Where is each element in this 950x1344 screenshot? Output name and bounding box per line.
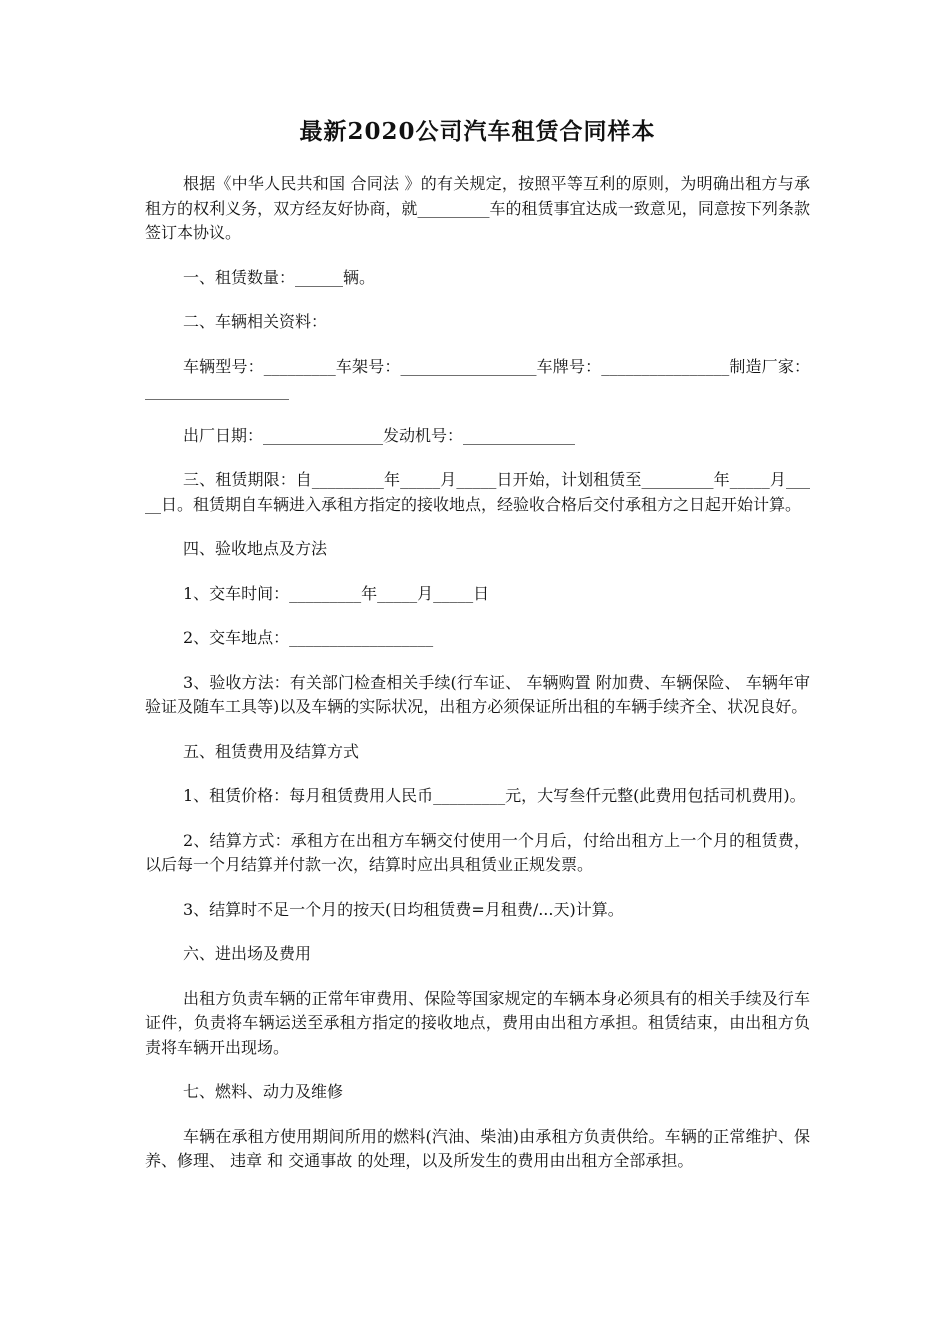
- settlement-method: 2、结算方式：承租方在出租方车辆交付使用一个月后，付给出租方上一个月的租赁费，以后每一个月结算并付款一次，结算时应出具租赁业正规发票。: [145, 830, 810, 874]
- clause-7-heading: 七、燃料、动力及维修: [183, 1082, 344, 1101]
- clause-6-heading: 六、进出场及费用: [183, 944, 312, 963]
- intro-paragraph: 根据《中华人民共和国 合同法 》的有关规定，按照平等互利的原则，为明确出租方与承租方的权利义务，双方经友好协商，就_________车的租赁事宜达成一致意见，同意按下列条款签订本协议。: [145, 174, 810, 242]
- delivery-time: 1、交车时间：_________年_____月_____日: [183, 583, 490, 603]
- document-title: 最新2020公司汽车租赁合同样本: [299, 118, 656, 145]
- fuel-maintenance: 车辆在承租方使用期间所用的燃料(汽油、柴油)由承租方负责供给。车辆的正常维护、保养、修理、 违章 和 交通事故 的处理，以及所发生的费用由出租方全部承担。: [145, 1126, 810, 1170]
- clause-3-term: 三、租赁期限：自_________年_____月_____日开始，计划租赁至_________年_____月_____日。租赁期自车辆进入承租方指定的接收地点，经验收合格后交付承租方之日起开始计算。: [145, 470, 810, 514]
- vehicle-info-line-1: 车辆型号：_________车架号：_________________车牌号：________________制造厂家：__________________: [145, 356, 810, 400]
- inspection-method: 3、验收方法：有关部门检查相关手续(行车证、 车辆购置 附加费、车辆保险、 车辆年审 验证及随车工具等)以及车辆的实际状况，出租方必须保证所出租的车辆手续齐全、状况良好。: [145, 672, 810, 716]
- partial-month-settlement: 3、结算时不足一个月的按天(日均租赁费=月租费/...天)计算。: [183, 899, 624, 919]
- document-page: [145, 112, 810, 1194]
- rental-price: 1、租赁价格：每月租赁费用人民币_________元，大写叁仟元整(此费用包括司机费用)。: [183, 786, 806, 805]
- entry-exit-costs: 出租方负责车辆的正常年审费用、保险等国家规定的车辆本身必须具有的相关手续及行车证件，负责将车辆运送至承租方指定的接收地点，费用由出租方承担。租赁结束，由出租方负责将车辆开出现场。: [145, 988, 810, 1057]
- clause-1-quantity: 一、租赁数量：______辆。: [183, 267, 376, 287]
- delivery-place: 2、交车地点：__________________: [183, 628, 434, 647]
- clause-4-heading: 四、验收地点及方法: [183, 539, 328, 558]
- vehicle-info-line-2: 出厂日期：_______________发动机号：______________: [183, 425, 576, 445]
- clause-2-heading: 二、车辆相关资料：: [183, 312, 328, 331]
- clause-5-heading: 五、租赁费用及结算方式: [183, 741, 360, 761]
